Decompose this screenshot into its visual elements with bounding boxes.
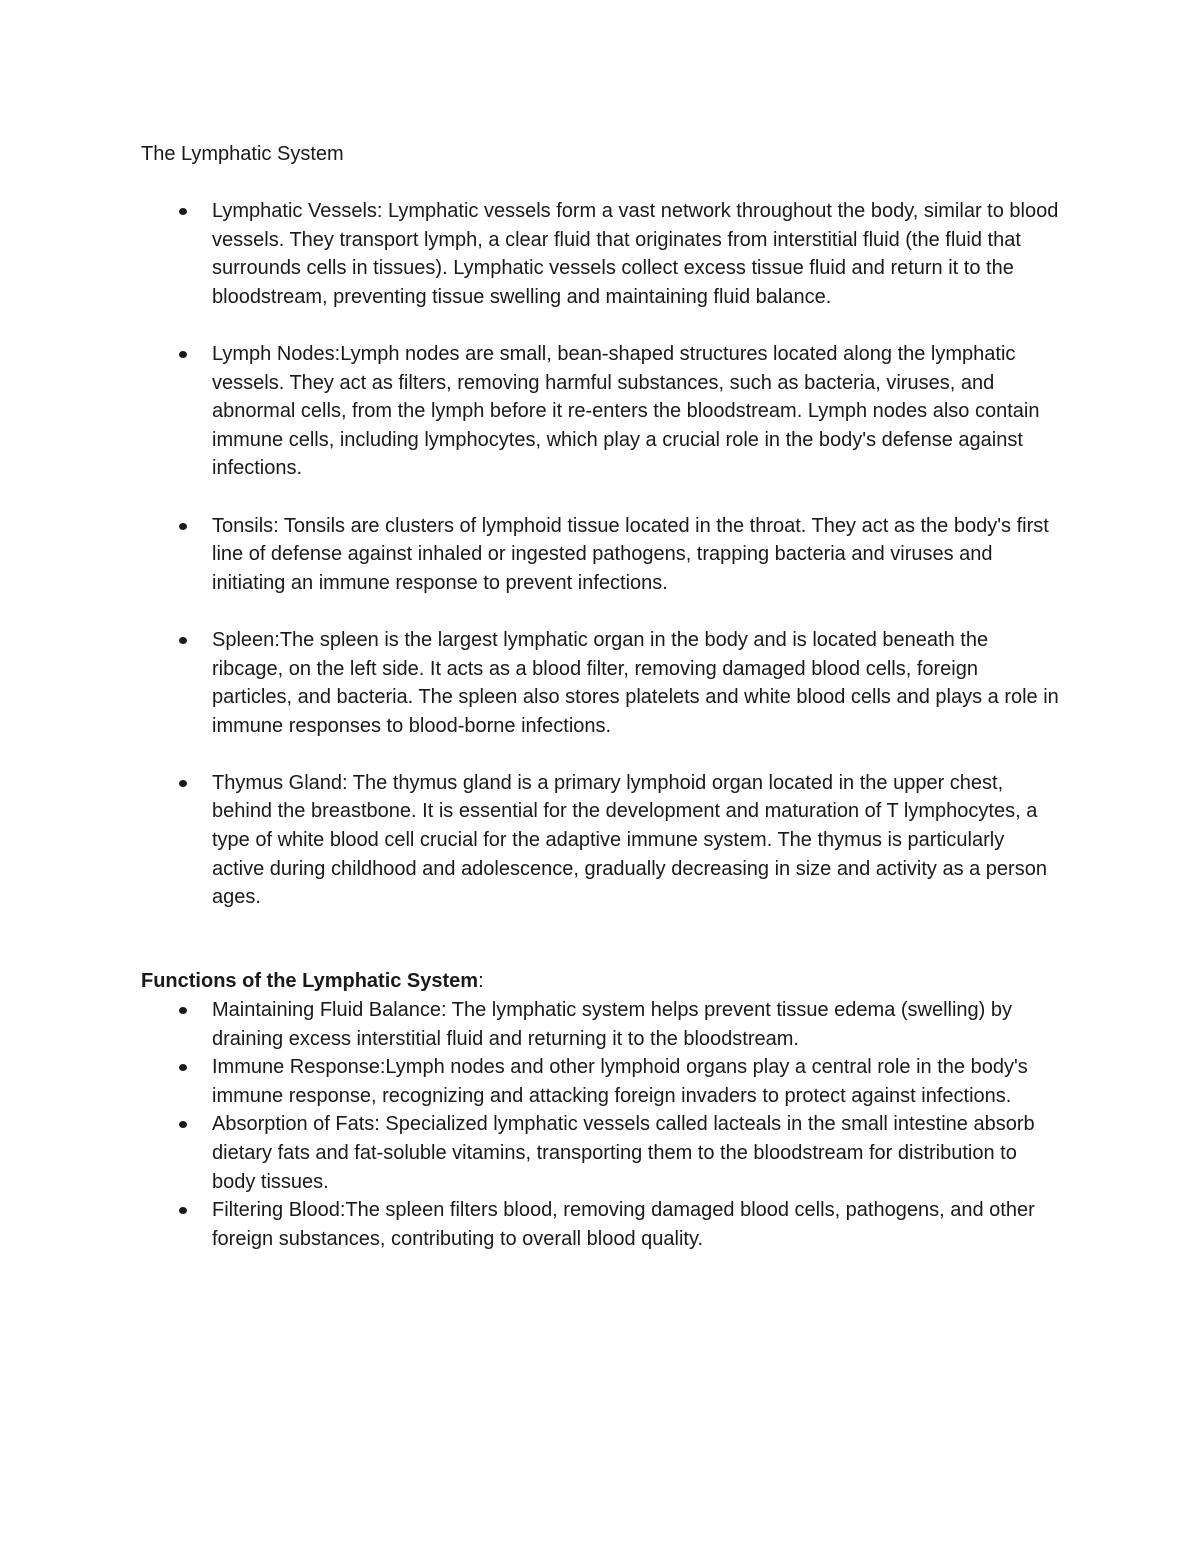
functions-heading-colon: : [478,970,484,992]
bullet-icon [179,208,187,215]
list-item-lymph-nodes [141,340,1061,483]
functions-heading-text: Functions of the Lymphatic System [141,970,479,992]
list-item-text: Lymphatic Vessels: Lymphatic vessels form a vast network throughout the body, similar to blood vessels. They transport lymph, a clear fluid that originates from interstitial fluid (the fluid that surrounds cells in tissues). Lymphatic vessels collect excess tissue fluid and return it to the bloodstream, preventing tissue swelling and maintaining fluid balance. [212,200,1059,308]
functions-heading [141,967,484,996]
list-item-filtering-blood [141,1196,1061,1253]
document-title: The Lymphatic System [141,143,344,165]
bullet-icon [179,523,187,530]
list-item-immune-response [141,1053,1061,1110]
list-item-text: Maintaining Fluid Balance: The lymphatic system helps prevent tissue edema (swelling) by draining excess interstitial fluid and returning it to the bloodstream. [212,999,1013,1050]
lymphatic-functions-list [141,996,1061,1253]
list-item-thymus-gland [141,769,1061,912]
bullet-icon [179,1121,187,1128]
list-item-text: Absorption of Fats: Specialized lymphatic vessels called lacteals in the small intestine absorb dietary fats and fat-soluble vitamins, transporting them to the bloodstream for distribution to body tissues. [212,1113,1035,1193]
list-item-text: Filtering Blood:The spleen filters blood, removing damaged blood cells, pathogens, and other foreign substances, contributing to overall blood quality. [212,1199,1035,1250]
bullet-icon [179,351,187,358]
list-item-text: Lymph Nodes:Lymph nodes are small, bean-shaped structures located along the lymphatic vessels. They act as filters, removing harmful substances, such as bacteria, viruses, and abnormal cells, from the lymph before it re-enters the bloodstream. Lymph nodes also contain immune cells, including lymphocytes, which play a crucial role in the body's defense against infections. [212,342,1040,480]
list-item-text: Thymus Gland: The thymus gland is a primary lymphoid organ located in the upper chest, behind the breastbone. It is essential for the development and maturation of T lymphocytes, a type of white blood cell crucial for the adaptive immune system. The thymus is particularly active during childhood and adolescence, gradually decreasing in size and activity as a person ages. [212,771,1047,909]
list-item-text: Tonsils: Tonsils are clusters of lymphoid tissue located in the throat. They act as the body's first line of defense against inhaled or ingested pathogens, trapping bacteria and viruses and initiating an immune response to prevent infections. [212,514,1049,594]
list-item-fluid-balance [141,996,1061,1053]
list-item-tonsils [141,512,1061,598]
bullet-icon [179,637,187,644]
bullet-icon [179,780,187,787]
list-item-spleen [141,626,1061,740]
bullet-icon [179,1207,187,1214]
bullet-icon [179,1007,187,1014]
list-item-text: Immune Response:Lymph nodes and other lymphoid organs play a central role in the body's immune response, recognizing and attacking foreign invaders to protect against infections. [212,1056,1028,1107]
bullet-icon [179,1064,187,1071]
list-item-text: Spleen:The spleen is the largest lymphatic organ in the body and is located beneath the ribcage, on the left side. It acts as a blood filter, removing damaged blood cells, foreign particles, and bacteria. The spleen also stores platelets and white blood cells and plays a role in immune responses to blood-borne infections. [212,628,1059,737]
list-item-absorption-of-fats [141,1110,1061,1196]
lymphatic-components-list [141,197,1061,912]
list-item-lymphatic-vessels [141,197,1061,311]
